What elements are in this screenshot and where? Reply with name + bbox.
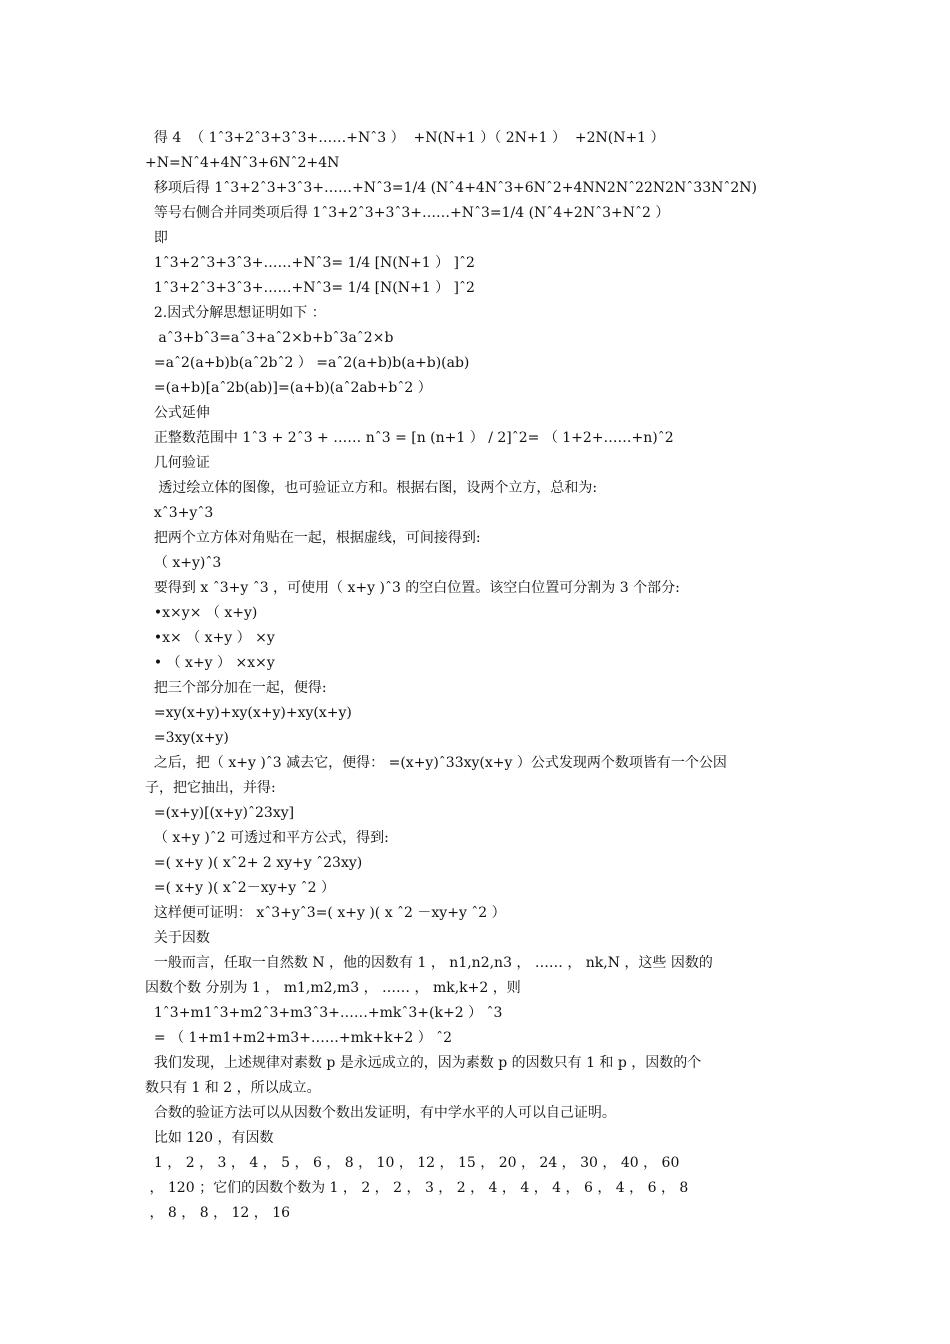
text-line: 把两个立方体对角贴在一起，根据虚线，可间接得到:: [145, 530, 481, 546]
text-line: 之后，把（ x+y )ˆ3 减去它，便得： =(x+y)ˆ33xy(x+y ）公式发现两个数项皆有一个公因: [145, 755, 727, 771]
text-line: 等号右侧合并同类项后得 1ˆ3+2ˆ3+3ˆ3+……+Nˆ3=1/4 (Nˆ4+2Nˆ3+Nˆ2 ）: [145, 205, 670, 221]
text-line: =aˆ2(a+b)b(aˆ2bˆ2 ） =aˆ2(a+b)b(a+b)(ab): [145, 355, 470, 371]
text-line: =xy(x+y)+xy(x+y)+xy(x+y): [145, 705, 352, 721]
text-line: 合数的验证方法可以从因数个数出发证明，有中学水平的人可以自己证明。: [145, 1105, 616, 1121]
text-line: 公式延伸: [145, 405, 210, 421]
text-line: 移项后得 1ˆ3+2ˆ3+3ˆ3+……+Nˆ3=1/4 (Nˆ4+4Nˆ3+6Nˆ2+4NN2Nˆ22N2Nˆ33Nˆ2N): [145, 180, 757, 196]
text-line: ， 120 ；它们的因数个数为 1 ， 2 ， 2 ， 3 ， 2 ， 4 ， 4 ， 4 ， 6 ， 4 ， 6 ， 8: [145, 1180, 689, 1196]
text-line: =( x+y )( xˆ2－xy+y ˆ2 ）: [145, 880, 335, 896]
text-line: 几何验证: [145, 455, 210, 471]
text-line: 正整数范围中 1ˆ3 + 2ˆ3 + …… nˆ3 = [n (n+1 ） / 2]ˆ2= （ 1+2+……+n)ˆ2: [145, 430, 674, 446]
text-line: 2.因式分解思想证明如下 ：: [145, 305, 326, 321]
text-line: 1 ， 2 ， 3 ， 4 ， 5 ， 6 ， 8 ， 10 ， 12 ， 15 ， 20 ， 24 ， 30 ， 40 ， 60: [145, 1155, 680, 1171]
text-line: =3xy(x+y): [145, 730, 229, 746]
text-line: = （ 1+m1+m2+m3+……+mk+k+2 ） ˆ2: [145, 1030, 453, 1046]
text-line: 1ˆ3+m1ˆ3+m2ˆ3+m3ˆ3+……+mkˆ3+(k+2 ） ˆ3: [145, 1005, 503, 1021]
text-line: 我们发现，上述规律对素数 p 是永远成立的，因为素数 p 的因数只有 1 和 p ，因数的个: [145, 1055, 702, 1071]
text-line: 把三个部分加在一起，便得:: [145, 680, 327, 696]
text-line: xˆ3+yˆ3: [145, 505, 214, 521]
text-line: ， 8 ， 8 ， 12 ， 16: [145, 1205, 291, 1221]
text-line: 透过绘立体的图像，也可验证立方和。根据右图，设两个立方，总和为:: [145, 480, 598, 496]
text-line: +N=Nˆ4+4Nˆ3+6Nˆ2+4N: [145, 155, 340, 171]
text-line: 因数个数 分别为 1 ， m1,m2,m3 ， …… ， mk,k+2 ，则: [145, 980, 521, 996]
text-line: （ x+y )ˆ2 可透过和平方公式，得到:: [145, 830, 389, 846]
text-line: • （ x+y ） ×x×y: [145, 655, 275, 671]
text-line: =(a+b)[aˆ2b(ab)]=(a+b)(aˆ2ab+bˆ2 ）: [145, 380, 432, 396]
text-line: 数只有 1 和 2 ，所以成立。: [145, 1080, 321, 1096]
text-line: •x×y× （ x+y): [145, 605, 258, 621]
text-line: 1ˆ3+2ˆ3+3ˆ3+……+Nˆ3= 1/4 [N(N+1 ） ]ˆ2: [145, 255, 475, 271]
text-line: 这样便可证明： xˆ3+yˆ3=( x+y )( x ˆ2 －xy+y ˆ2 ）: [145, 905, 506, 921]
text-line: 即: [145, 230, 168, 246]
text-line: •x× （ x+y ） ×y: [145, 630, 275, 646]
text-line: （ x+y)ˆ3: [145, 555, 222, 571]
text-line: 一般而言，任取一自然数 N ，他的因数有 1 ， n1,n2,n3 ， …… ， nk,N ，这些 因数的: [145, 955, 713, 971]
text-line: aˆ3+bˆ3=aˆ3+aˆ2×b+bˆ3aˆ2×b: [145, 330, 394, 346]
text-line: 得 4 （ 1ˆ3+2ˆ3+3ˆ3+……+Nˆ3 ） +N(N+1 ）（ 2N+1 ） +2N(N+1 ）: [145, 130, 665, 146]
text-line: 关于因数: [145, 930, 210, 946]
text-line: =( x+y )( xˆ2+ 2 xy+y ˆ23xy): [145, 855, 363, 871]
text-line: 要得到 x ˆ3+y ˆ3 ，可使用（ x+y )ˆ3 的空白位置。该空白位置可分割为 3 个部分:: [145, 580, 680, 596]
document-body: [145, 126, 815, 1226]
text-line: 比如 120 ，有因数: [145, 1130, 274, 1146]
text-line: 子，把它抽出，并得:: [145, 780, 276, 796]
text-line: =(x+y)[(x+y)ˆ23xy]: [145, 805, 295, 821]
text-line: 1ˆ3+2ˆ3+3ˆ3+……+Nˆ3= 1/4 [N(N+1 ） ]ˆ2: [145, 280, 475, 296]
